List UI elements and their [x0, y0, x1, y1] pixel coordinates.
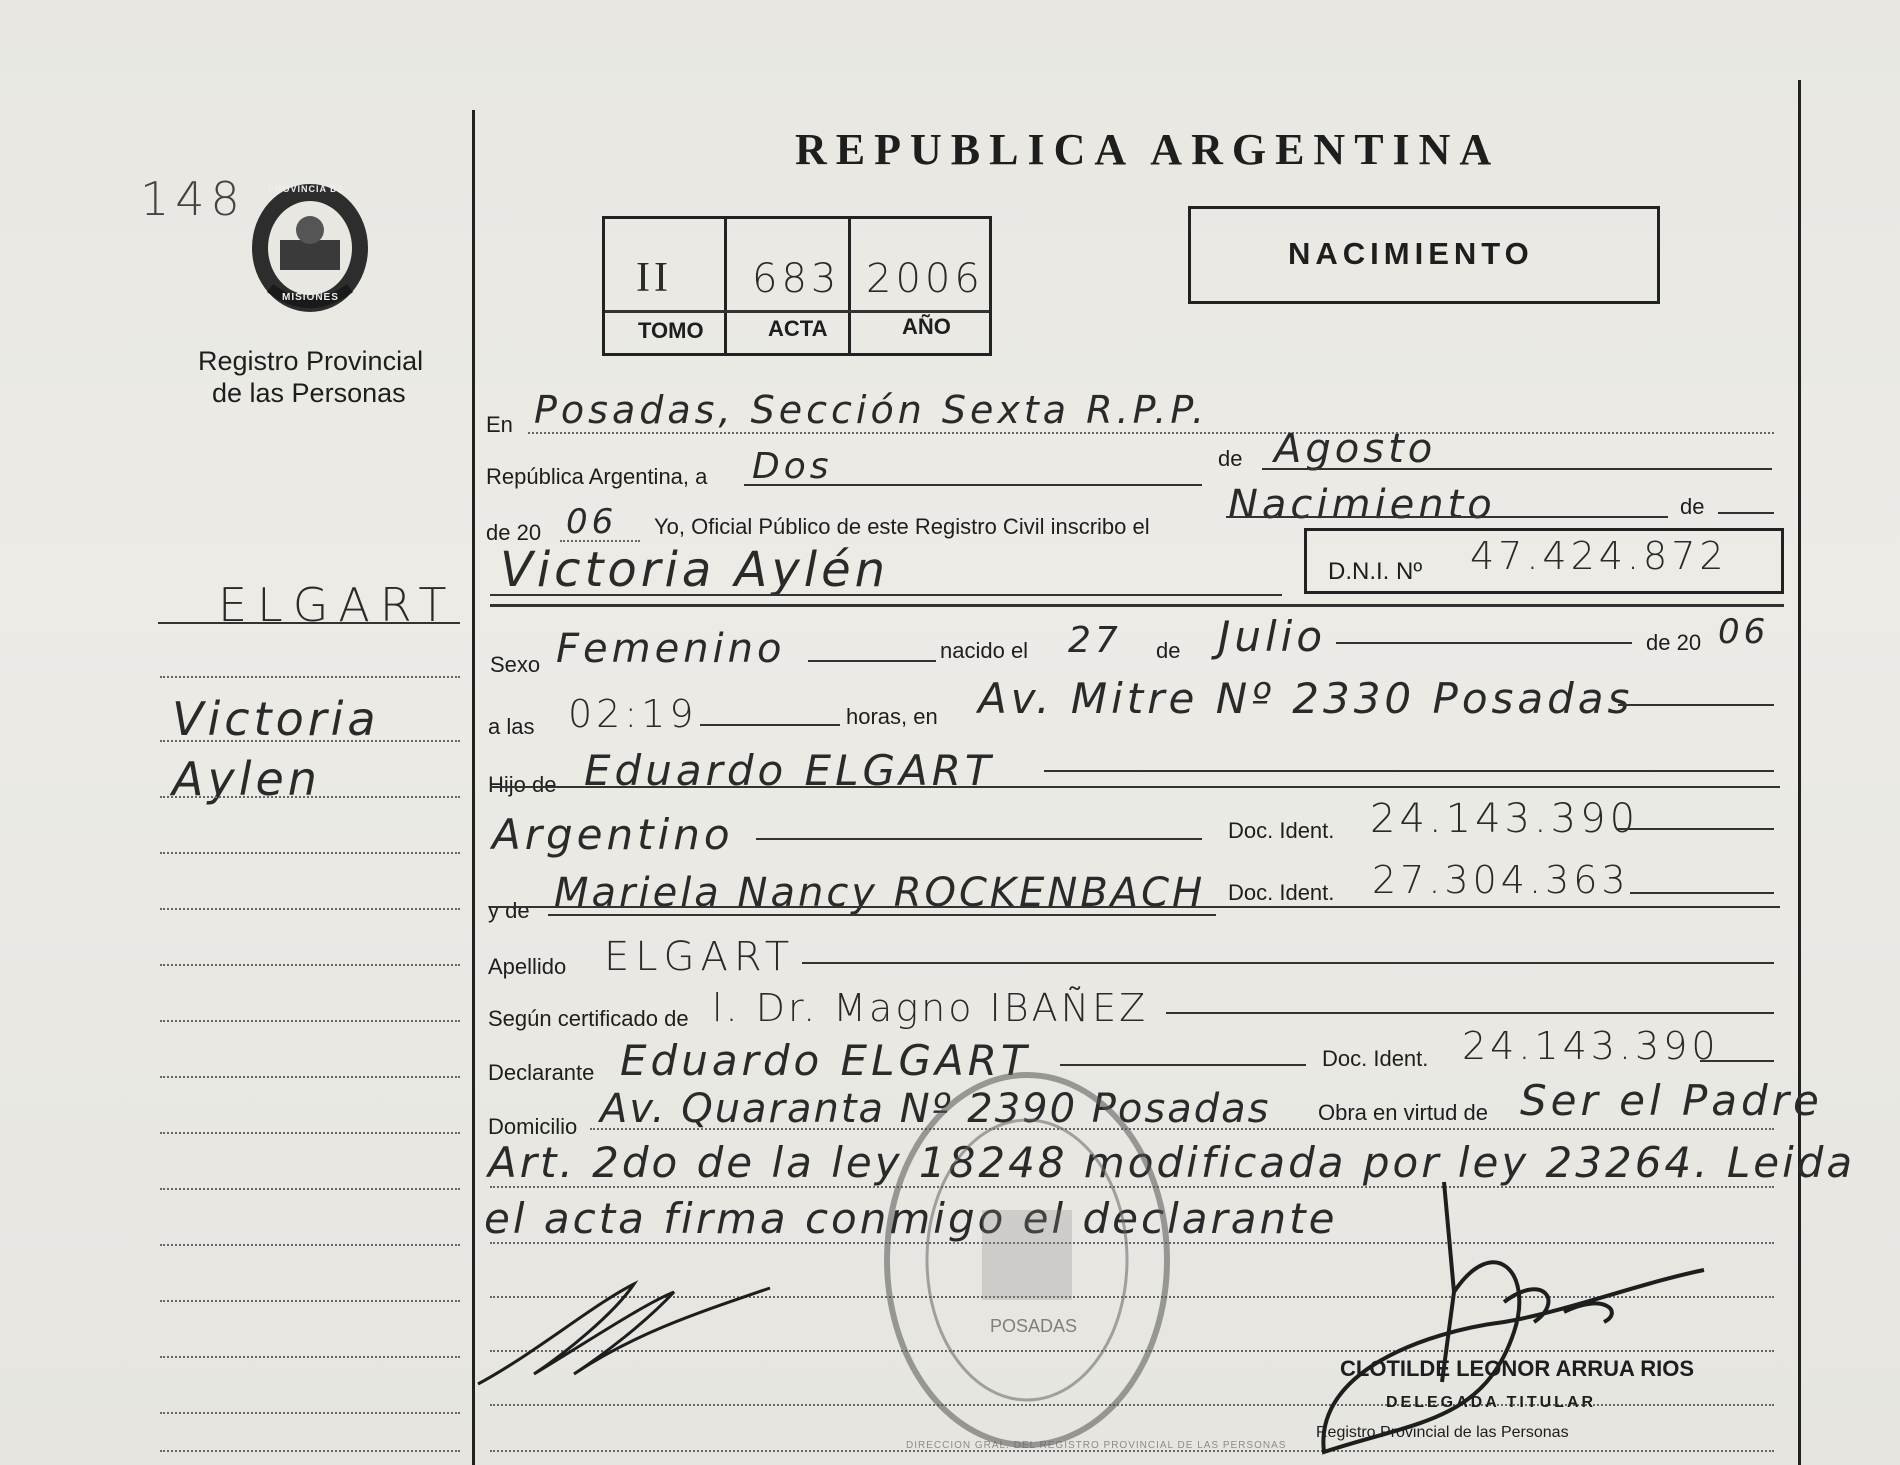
sexo-label: Sexo — [490, 652, 541, 677]
record-id-divider — [724, 219, 727, 353]
officer-statement: Yo, Oficial Público de este Registro Civil inscribo el — [654, 514, 1150, 539]
certificate-issuer: l. Dr. Magno IBAÑEZ — [712, 986, 1149, 1030]
alas-label: a las — [488, 714, 535, 739]
month-value: Agosto — [1274, 426, 1437, 472]
inscribo-rule — [1226, 516, 1668, 518]
margin-divider — [472, 110, 475, 1465]
emblem-bottom-text: MISIONES — [282, 292, 339, 303]
inscribo-value: Nacimiento — [1228, 482, 1496, 528]
sexo-value: Femenino — [556, 626, 786, 672]
margin-rule — [160, 1132, 460, 1134]
domicilio-rule — [590, 1128, 1774, 1130]
domicilio-label: Domicilio — [488, 1114, 578, 1139]
child-name: Victoria Aylén — [500, 542, 890, 598]
round-stamp-text: DIRECCION GRAL. DEL REGISTRO PROVINCIAL DE LAS PERSONAS — [906, 1440, 1287, 1451]
round-stamp-icon — [872, 1060, 1182, 1460]
month-rule — [1262, 468, 1772, 470]
father-nationality: Argentino — [492, 810, 734, 859]
apellido-rule — [802, 962, 1774, 964]
page-number: 148 — [140, 172, 246, 226]
mother-name: Mariela Nancy ROCKENBACH — [554, 870, 1206, 916]
nationality-rule — [756, 838, 1202, 840]
en-label: En — [486, 412, 513, 437]
child-name-rule — [490, 594, 1282, 596]
year-value: 06 — [566, 502, 618, 542]
declarante-name: Eduardo ELGART — [620, 1036, 1031, 1085]
margin-rule — [160, 1356, 460, 1358]
birth-year: 06 — [1718, 612, 1770, 652]
birth-month: Julio — [1218, 612, 1327, 661]
declarant-signature-icon — [474, 1274, 774, 1394]
birth-time: 02:19 — [568, 692, 698, 736]
segun-label: Según certificado de — [488, 1006, 689, 1031]
declarante-doc-rule — [1700, 1060, 1774, 1062]
margin-rule — [160, 796, 460, 798]
obra-value: Ser el Padre — [1520, 1076, 1823, 1125]
birth-de-label: de — [1156, 638, 1181, 663]
tomo-value: II — [636, 255, 672, 301]
domicilio-value: Av. Quaranta Nº 2390 Posadas — [600, 1086, 1271, 1132]
anio-value: 2006 — [866, 256, 984, 302]
birth-time-rule — [700, 724, 840, 726]
ydel-label: y de — [488, 898, 530, 923]
birth-place-rule — [1618, 704, 1774, 706]
record-id-divider — [848, 219, 851, 353]
margin-rule — [160, 1412, 460, 1414]
record-type: NACIMIENTO — [1288, 236, 1534, 271]
nacido-label: nacido el — [940, 638, 1029, 663]
record-id-label-rule — [605, 310, 989, 313]
declarante-doc-label: Doc. Ident. — [1322, 1046, 1429, 1071]
row4-bottom-rule — [490, 604, 1784, 607]
officer-name: CLOTILDE LEONOR ARRUA RIOS — [1340, 1356, 1695, 1381]
margin-given-name-1: Victoria — [172, 692, 380, 746]
emblem-top-text: PROVINCIA DE — [268, 184, 345, 194]
row7-bottom-rule — [490, 786, 1780, 788]
margin-rule — [160, 1300, 460, 1302]
margin-rule — [160, 676, 460, 678]
republica-label: República Argentina, a — [486, 464, 708, 489]
declarante-label: Declarante — [488, 1060, 595, 1085]
round-stamp-center: POSADAS — [990, 1316, 1078, 1336]
en-rule — [528, 432, 1774, 434]
apellido-label: Apellido — [488, 954, 567, 979]
hijo-label: Hijo de — [488, 772, 557, 797]
mother-doc-label: Doc. Ident. — [1228, 880, 1335, 905]
inscribo-de-label: de — [1680, 494, 1705, 519]
apellido-value: ELGART — [604, 934, 796, 980]
margin-rule — [160, 1076, 460, 1078]
margin-rule — [160, 908, 460, 910]
margin-rule — [160, 1020, 460, 1022]
dni-label: D.N.I. Nº — [1328, 558, 1423, 585]
inscribo-de-rule — [1718, 512, 1774, 514]
sexo-rule — [808, 660, 936, 662]
margin-rule — [160, 1244, 460, 1246]
year-prefix: de 20 — [486, 520, 542, 545]
birth-day: 27 — [1068, 620, 1122, 661]
margin-rule — [160, 964, 460, 966]
margin-rule — [160, 1450, 460, 1452]
father-name: Eduardo ELGART — [584, 746, 995, 795]
acta-value: 683 — [752, 256, 841, 302]
father-doc-label: Doc. Ident. — [1228, 818, 1335, 843]
father-doc-rule — [1616, 828, 1774, 830]
country-title: REPUBLICA ARGENTINA — [795, 125, 1501, 174]
mother-doc-rule — [1630, 892, 1774, 894]
row9-bottom-rule — [490, 906, 1780, 908]
day-value: Dos — [752, 446, 833, 487]
father-name-rule — [1044, 770, 1774, 772]
margin-rule — [160, 1188, 460, 1190]
registry-name-line1: Registro Provincial — [198, 346, 424, 376]
officer-signature-icon — [1304, 1172, 1724, 1462]
mother-doc: 27.304.363 — [1372, 858, 1630, 902]
dni-value: 47.424.872 — [1470, 534, 1728, 578]
margin-given-name-2: Aylen — [172, 752, 321, 806]
birth-place: Av. Mitre Nº 2330 Posadas — [978, 674, 1634, 723]
mother-name-rule — [548, 914, 1216, 916]
horas-label: horas, en — [846, 704, 938, 729]
certificate-rule — [1166, 1012, 1774, 1014]
birth-year-prefix: de 20 — [1646, 630, 1702, 655]
month-de-label: de — [1218, 446, 1243, 471]
note-line-2: el acta firma conmigo el declarante — [484, 1194, 1338, 1243]
tomo-label: TOMO — [638, 318, 704, 343]
form-right-edge — [1798, 80, 1801, 1465]
registry-name-line2: de las Personas — [212, 378, 406, 408]
margin-rule — [160, 852, 460, 854]
place-of-registration: Posadas, Sección Sexta R.P.P. — [534, 388, 1209, 432]
margin-surname: ELGART — [218, 578, 457, 632]
obra-label: Obra en virtud de — [1318, 1100, 1488, 1125]
officer-role: DELEGADA TITULAR — [1386, 1394, 1597, 1411]
margin-surname-line — [158, 622, 460, 624]
father-doc: 24.143.390 — [1370, 796, 1640, 842]
acta-label: ACTA — [768, 316, 828, 341]
note-line-1: Art. 2do de la ley 18248 modificada por ley 23264. Leida — [488, 1138, 1856, 1187]
margin-rule — [160, 740, 460, 742]
anio-label: AÑO — [902, 314, 951, 339]
day-rule — [744, 484, 1202, 486]
birth-month-rule — [1336, 642, 1632, 644]
officer-office: Registro Provincial de las Personas — [1316, 1424, 1569, 1441]
declarante-doc: 24.143.390 — [1462, 1024, 1720, 1068]
